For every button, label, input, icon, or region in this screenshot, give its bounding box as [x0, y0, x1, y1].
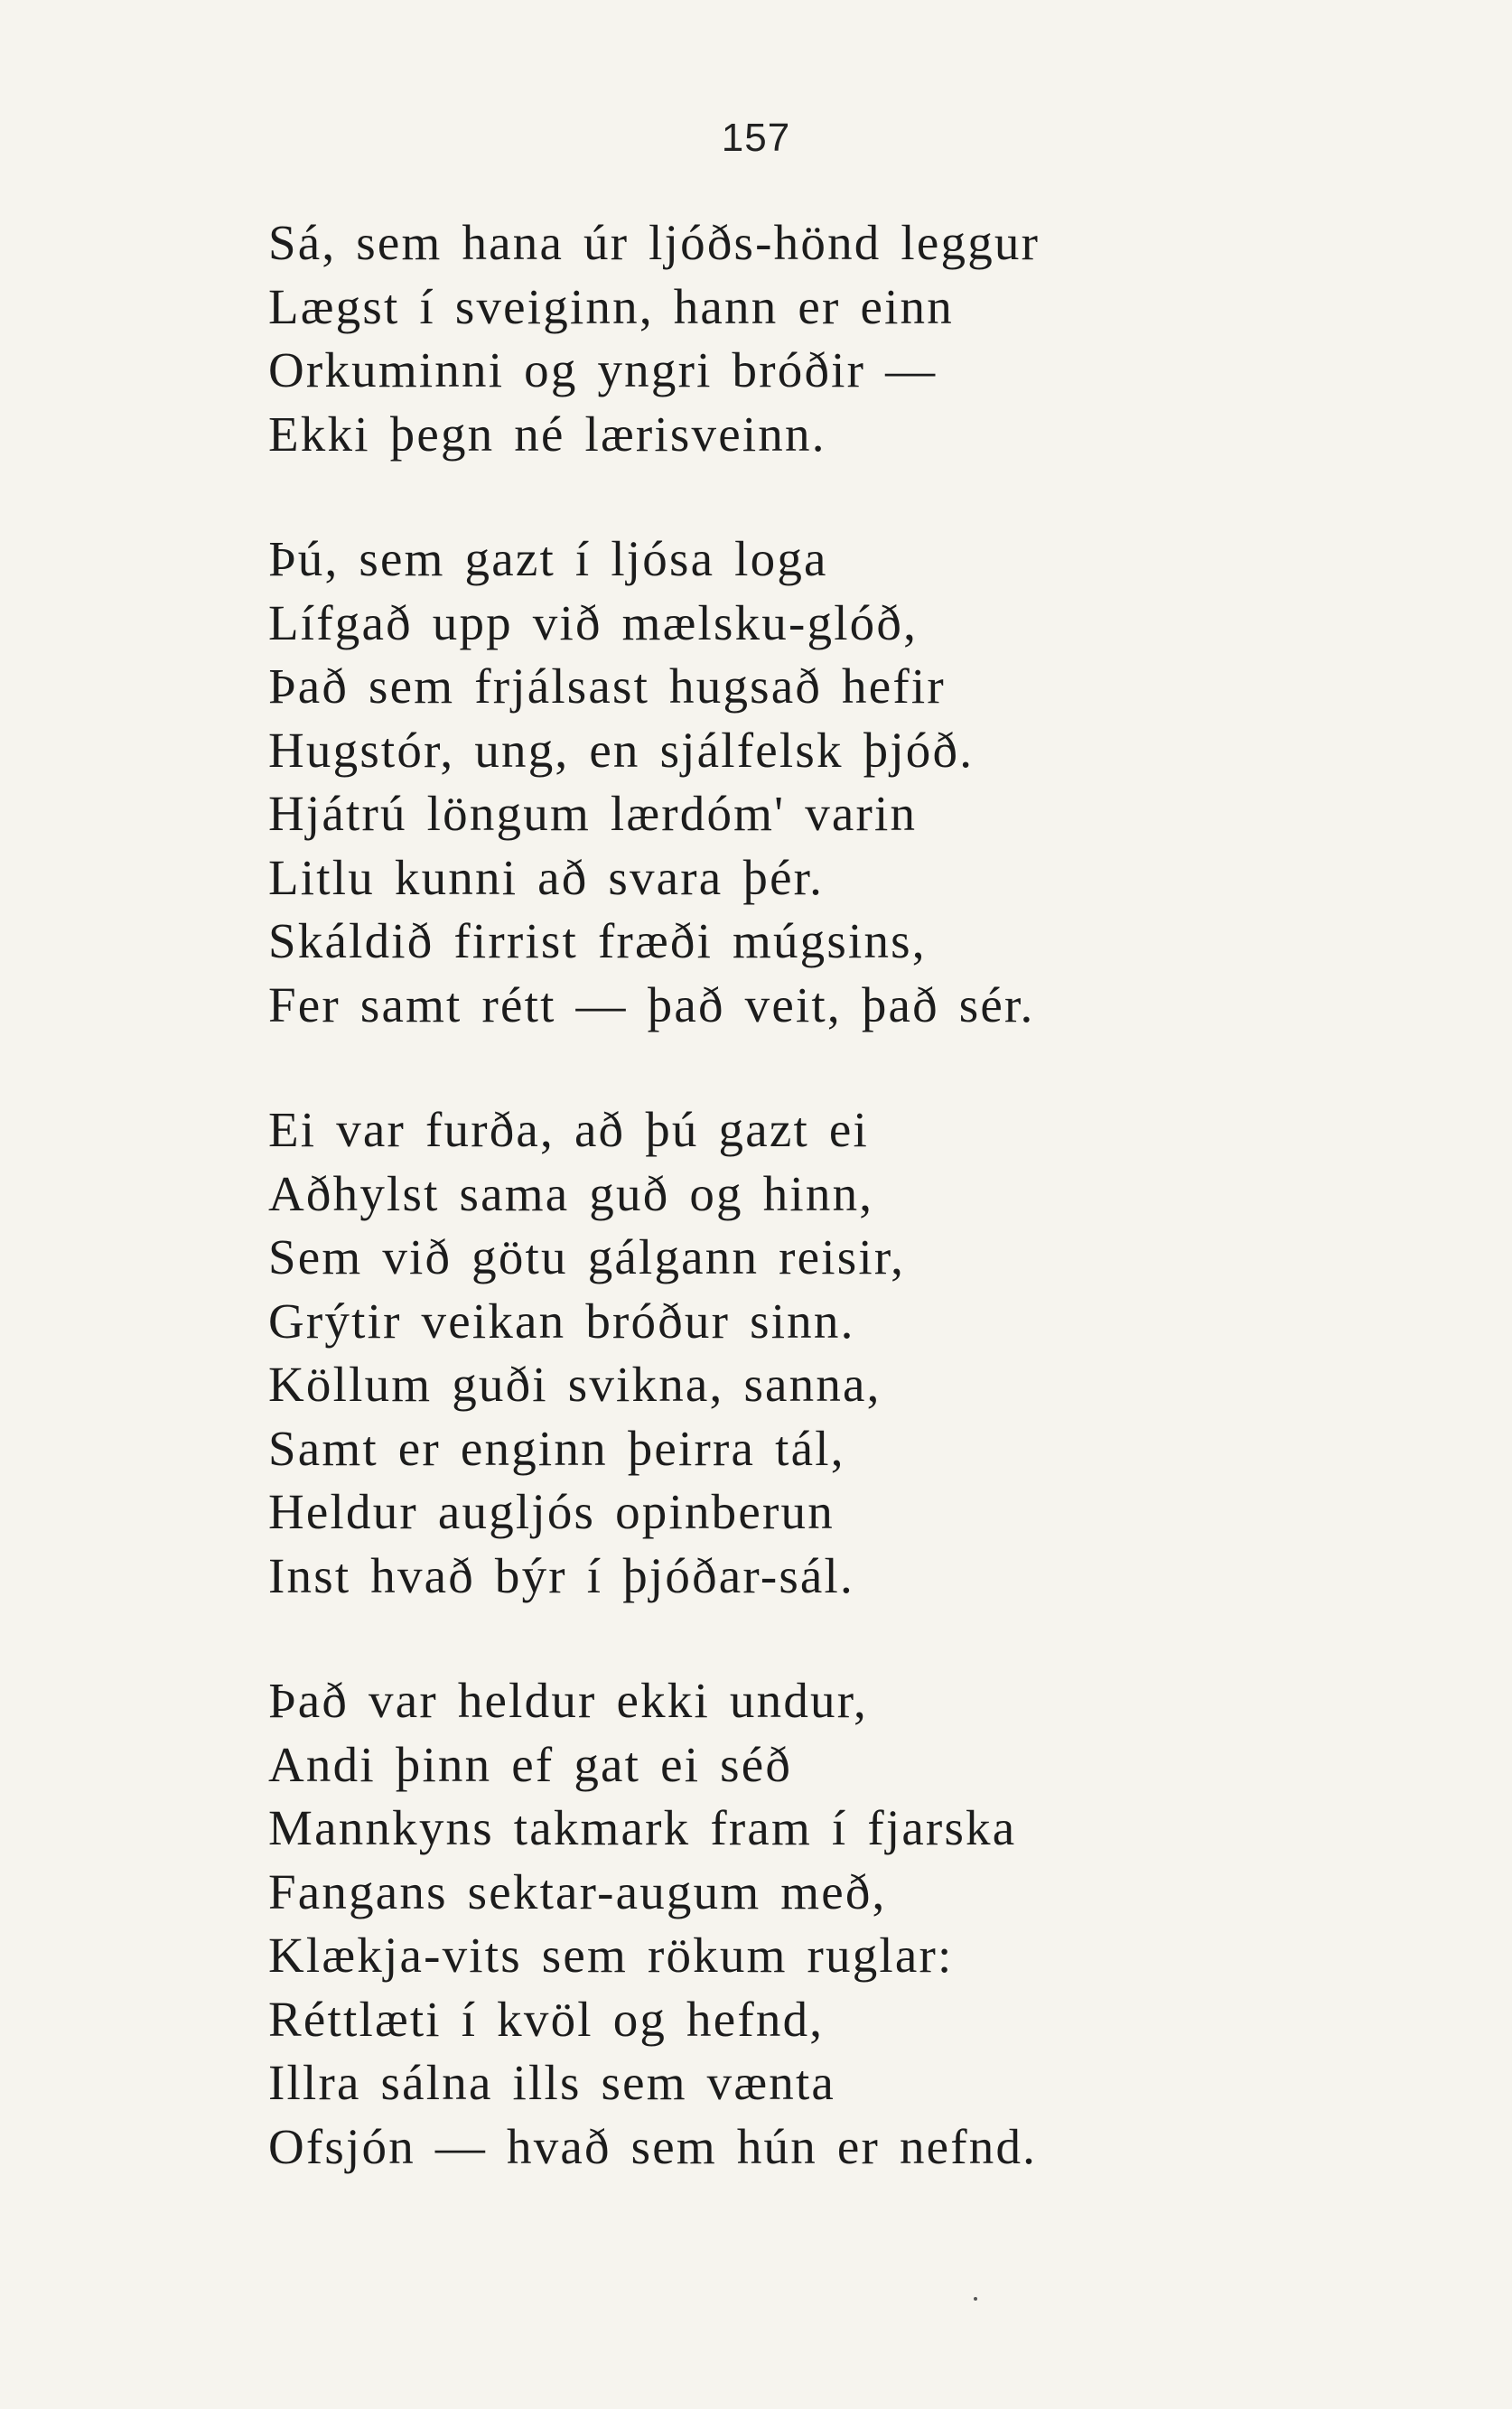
poem-line: Sem við götu gálgann reisir,	[268, 1229, 906, 1284]
poem	[268, 211, 1461, 2240]
poem-line: Sá, sem hana úr ljóðs-hönd leggur	[268, 215, 1041, 270]
poem-line: Klækja-vits sem rökum ruglar:	[268, 1928, 954, 1983]
poem-line: Andi þinn ef gat ei séð	[268, 1736, 793, 1792]
poem-line: Hjátrú löngum lærdóm' varin	[268, 786, 918, 841]
poem-line: Inst hvað býr í þjóðar-sál.	[268, 1547, 854, 1603]
poem-line: Ei var furða, að þú gazt ei	[268, 1102, 870, 1157]
poem-line: Þú, sem gazt í ljósa loga	[268, 531, 828, 586]
poem-line: Köllum guði svikna, sanna,	[268, 1357, 882, 1412]
stanza-1	[268, 211, 1461, 466]
poem-line: Samt er enginn þeirra tál,	[268, 1420, 845, 1476]
poem-line: Það sem frjálsast hugsað hefir	[268, 658, 946, 714]
poem-line: Aðhylst sama guð og hinn,	[268, 1165, 874, 1221]
poem-line: Það var heldur ekki undur,	[268, 1673, 868, 1728]
poem-line: Heldur augljós opinberun	[268, 1484, 835, 1539]
poem-line: Orkuminni og yngri bróðir —	[268, 342, 938, 397]
poem-line: Lífgað upp við mælsku-glóð,	[268, 594, 919, 650]
poem-line: Hugstór, ung, en sjálfelsk þjóð.	[268, 722, 975, 778]
poem-line: Litlu kunni að svara þér.	[268, 849, 825, 905]
stanza-3	[268, 1098, 1461, 1608]
stanza-2	[268, 528, 1461, 1037]
poem-line: Réttlæti í kvöl og hefnd,	[268, 1991, 825, 2047]
poem-line: Ofsjón — hvað sem hún er nefnd.	[268, 2118, 1038, 2174]
poem-line: Ekki þegn né lærisveinn.	[268, 406, 826, 462]
poem-line: Fangans sektar-augum með,	[268, 1863, 887, 1919]
poem-line: Skáldið firrist fræði múgsins,	[268, 913, 927, 968]
poem-line: Illra sálna ills sem vænta	[268, 2055, 836, 2110]
poem-line: Fer samt rétt — það veit, það sér.	[268, 976, 1035, 1032]
page-number: 157	[721, 116, 791, 160]
poem-line: Mannkyns takmark fram í fjarska	[268, 1800, 1017, 1855]
stanza-4	[268, 1669, 1461, 2179]
poem-line: Lægst í sveiginn, hann er einn	[268, 278, 954, 334]
ink-speck	[974, 2297, 977, 2301]
poem-line: Grýtir veikan bróður sinn.	[268, 1293, 855, 1349]
